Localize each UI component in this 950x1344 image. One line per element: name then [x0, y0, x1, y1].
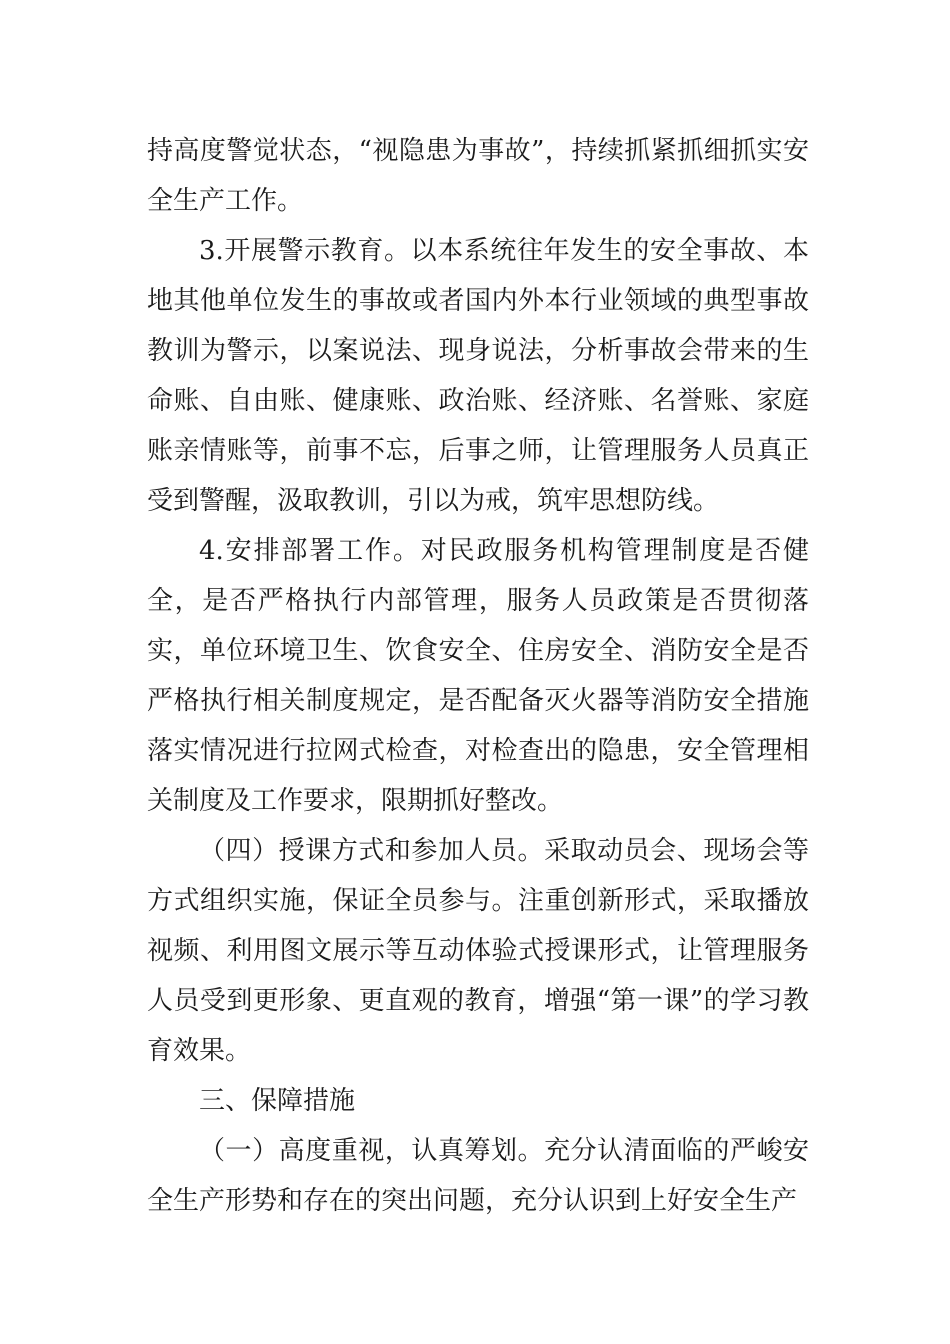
document-page [147, 126, 809, 1226]
paragraph-warning-education: 3.开展警示教育。以本系统往年发生的安全事故、本地其他单位发生的事故或者国内外本行业领域的典型事故教训为警示，以案说法、现身说法，分析事故会带来的生命账、自由账、健康账、政治账、经济账、名誉账、家庭账亲情账等，前事不忘，后事之师，让管理服务人员真正受到警醒，汲取教训，引以为戒，筑牢思想防线。 [147, 236, 809, 516]
paragraph-deployment-work: 4.安排部署工作。对民政服务机构管理制度是否健全，是否严格执行内部管理，服务人员政策是否贯彻落实，单位环境卫生、饮食安全、住房安全、消防安全是否严格执行相关制度规定，是否配备灭火器等消防安全措施落实情况进行拉网式检查，对检查出的隐患，安全管理相关制度及工作要求，限期抓好整改。 [147, 536, 809, 816]
section-heading-safeguards: 三、保障措施 [199, 1086, 356, 1116]
paragraph-teaching-method: （四）授课方式和参加人员。采取动员会、现场会等方式组织实施，保证全员参与。注重创新形式，采取播放视频、利用图文展示等互动体验式授课形式，让管理服务人员受到更形象、更直观的教育，增强“第一课”的学习教育效果。 [147, 836, 809, 1066]
paragraph-continuation: 持高度警觉状态，“视隐患为事故”，持续抓紧抓细抓实安全生产工作。 [147, 136, 809, 216]
paragraph-high-attention: （一）高度重视，认真筹划。充分认清面临的严峻安全生产形势和存在的突出问题，充分认识到上好安全生产 [147, 1136, 809, 1216]
